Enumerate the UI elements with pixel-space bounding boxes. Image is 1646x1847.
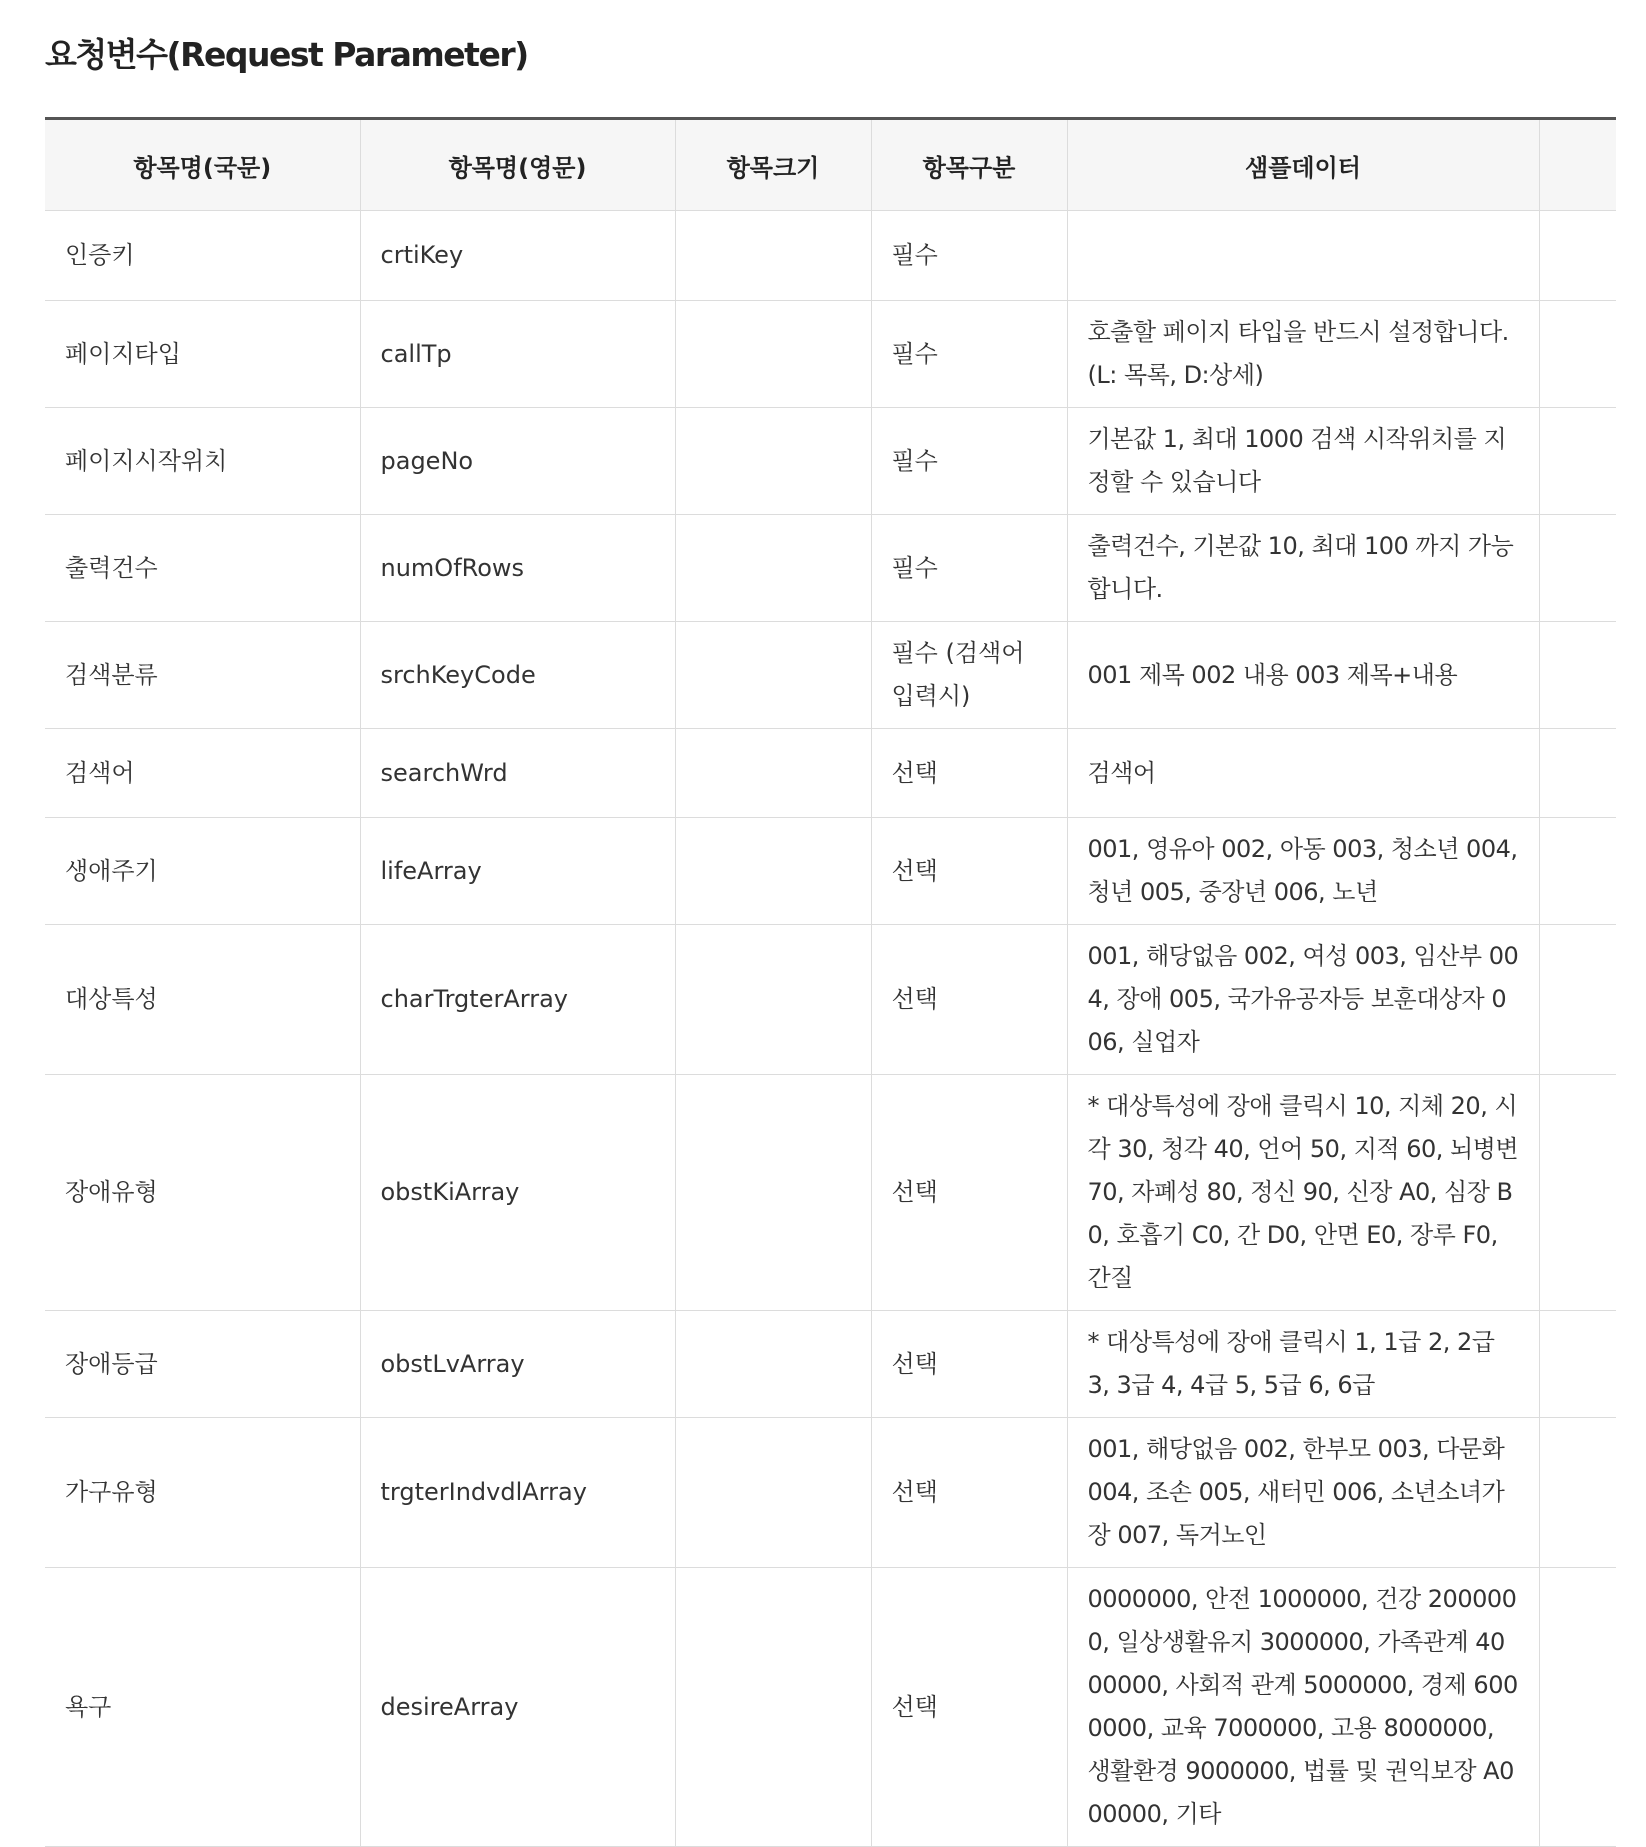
table-row — [45, 1075, 1616, 1311]
cell-description — [1539, 1311, 1616, 1418]
cell-sample: 001, 영유아 002, 아동 003, 청소년 004, 청년 005, 중장년 006, 노년 — [1067, 818, 1539, 925]
header-description — [1539, 119, 1616, 211]
header-type: 항목구분 — [871, 119, 1067, 211]
cell-eng-name: srchKeyCode — [360, 622, 675, 729]
table-row — [45, 408, 1616, 515]
cell-description — [1539, 1568, 1616, 1847]
cell-description — [1539, 408, 1616, 515]
table-body — [45, 211, 1616, 1847]
cell-size — [675, 1311, 871, 1418]
cell-eng-name: trgterIndvdlArray — [360, 1418, 675, 1568]
cell-eng-name: obstLvArray — [360, 1311, 675, 1418]
cell-eng-name: pageNo — [360, 408, 675, 515]
cell-kor-name: 가구유형 — [45, 1418, 360, 1568]
cell-size — [675, 622, 871, 729]
request-parameter-table — [45, 117, 1616, 1847]
cell-kor-name: 검색어 — [45, 729, 360, 818]
cell-type: 선택 — [871, 1311, 1067, 1418]
cell-eng-name: obstKiArray — [360, 1075, 675, 1311]
cell-eng-name: numOfRows — [360, 515, 675, 622]
cell-description — [1539, 211, 1616, 301]
cell-eng-name: callTp — [360, 301, 675, 408]
table-row — [45, 622, 1616, 729]
table-row — [45, 818, 1616, 925]
section-title: 요청변수(Request Parameter) — [45, 35, 528, 74]
cell-kor-name: 페이지시작위치 — [45, 408, 360, 515]
cell-size — [675, 925, 871, 1075]
cell-eng-name: searchWrd — [360, 729, 675, 818]
cell-type: 필수 (검색어 입력시) — [871, 622, 1067, 729]
table-row — [45, 925, 1616, 1075]
cell-kor-name: 대상특성 — [45, 925, 360, 1075]
cell-type: 필수 — [871, 408, 1067, 515]
cell-type: 필수 — [871, 515, 1067, 622]
cell-kor-name: 페이지타입 — [45, 301, 360, 408]
cell-description — [1539, 515, 1616, 622]
table-row — [45, 1568, 1616, 1847]
cell-size — [675, 211, 871, 301]
cell-type: 선택 — [871, 729, 1067, 818]
table-row — [45, 1311, 1616, 1418]
cell-eng-name: charTrgterArray — [360, 925, 675, 1075]
cell-description — [1539, 301, 1616, 408]
cell-eng-name: crtiKey — [360, 211, 675, 301]
cell-kor-name: 출력건수 — [45, 515, 360, 622]
cell-size — [675, 729, 871, 818]
cell-kor-name: 장애등급 — [45, 1311, 360, 1418]
table-row — [45, 301, 1616, 408]
cell-sample: * 대상특성에 장애 클릭시 1, 1급 2, 2급 3, 3급 4, 4급 5, 5급 6, 6급 — [1067, 1311, 1539, 1418]
cell-description — [1539, 925, 1616, 1075]
cell-sample: 기본값 1, 최대 1000 검색 시작위치를 지정할 수 있습니다 — [1067, 408, 1539, 515]
cell-type: 선택 — [871, 1568, 1067, 1847]
cell-size — [675, 1568, 871, 1847]
cell-description — [1539, 622, 1616, 729]
cell-eng-name: lifeArray — [360, 818, 675, 925]
cell-size — [675, 408, 871, 515]
table-row — [45, 211, 1616, 301]
cell-type: 선택 — [871, 818, 1067, 925]
cell-sample: 0000000, 안전 1000000, 건강 2000000, 일상생활유지 3000000, 가족관계 4000000, 사회적 관계 5000000, 경제 6000000, 교육 7000000, 고용 8000000, 생활환경 9000000, 법률 및 권익보장 A000000, 기타 — [1067, 1568, 1539, 1847]
cell-type: 선택 — [871, 925, 1067, 1075]
cell-kor-name: 인증키 — [45, 211, 360, 301]
table-row — [45, 729, 1616, 818]
cell-size — [675, 818, 871, 925]
cell-size — [675, 1418, 871, 1568]
cell-sample: 001, 해당없음 002, 여성 003, 임산부 004, 장애 005, 국가유공자등 보훈대상자 006, 실업자 — [1067, 925, 1539, 1075]
cell-size — [675, 1075, 871, 1311]
cell-description — [1539, 1075, 1616, 1311]
header-kor-name: 항목명(국문) — [45, 119, 360, 211]
cell-type: 필수 — [871, 211, 1067, 301]
cell-type: 필수 — [871, 301, 1067, 408]
table-header — [45, 119, 1616, 211]
cell-sample: * 대상특성에 장애 클릭시 10, 지체 20, 시각 30, 청각 40, 언어 50, 지적 60, 뇌병변 70, 자폐성 80, 정신 90, 신장 A0, 심장 B0, 호흡기 C0, 간 D0, 안면 E0, 장루 F0, 간질 — [1067, 1075, 1539, 1311]
table-row — [45, 1418, 1616, 1568]
header-sample: 샘플데이터 — [1067, 119, 1539, 211]
cell-sample: 검색어 — [1067, 729, 1539, 818]
cell-sample: 001 제목 002 내용 003 제목+내용 — [1067, 622, 1539, 729]
cell-kor-name: 장애유형 — [45, 1075, 360, 1311]
cell-description — [1539, 818, 1616, 925]
cell-type: 선택 — [871, 1075, 1067, 1311]
cell-sample: 호출할 페이지 타입을 반드시 설정합니다.(L: 목록, D:상세) — [1067, 301, 1539, 408]
header-eng-name: 항목명(영문) — [360, 119, 675, 211]
cell-sample: 001, 해당없음 002, 한부모 003, 다문화 004, 조손 005, 새터민 006, 소년소녀가장 007, 독거노인 — [1067, 1418, 1539, 1568]
cell-description — [1539, 1418, 1616, 1568]
cell-kor-name: 생애주기 — [45, 818, 360, 925]
cell-type: 선택 — [871, 1418, 1067, 1568]
cell-kor-name: 검색분류 — [45, 622, 360, 729]
table-row — [45, 515, 1616, 622]
cell-sample — [1067, 211, 1539, 301]
cell-eng-name: desireArray — [360, 1568, 675, 1847]
header-size: 항목크기 — [675, 119, 871, 211]
cell-kor-name: 욕구 — [45, 1568, 360, 1847]
cell-sample: 출력건수, 기본값 10, 최대 100 까지 가능합니다. — [1067, 515, 1539, 622]
cell-size — [675, 515, 871, 622]
cell-size — [675, 301, 871, 408]
header-row — [45, 119, 1616, 211]
cell-description — [1539, 729, 1616, 818]
